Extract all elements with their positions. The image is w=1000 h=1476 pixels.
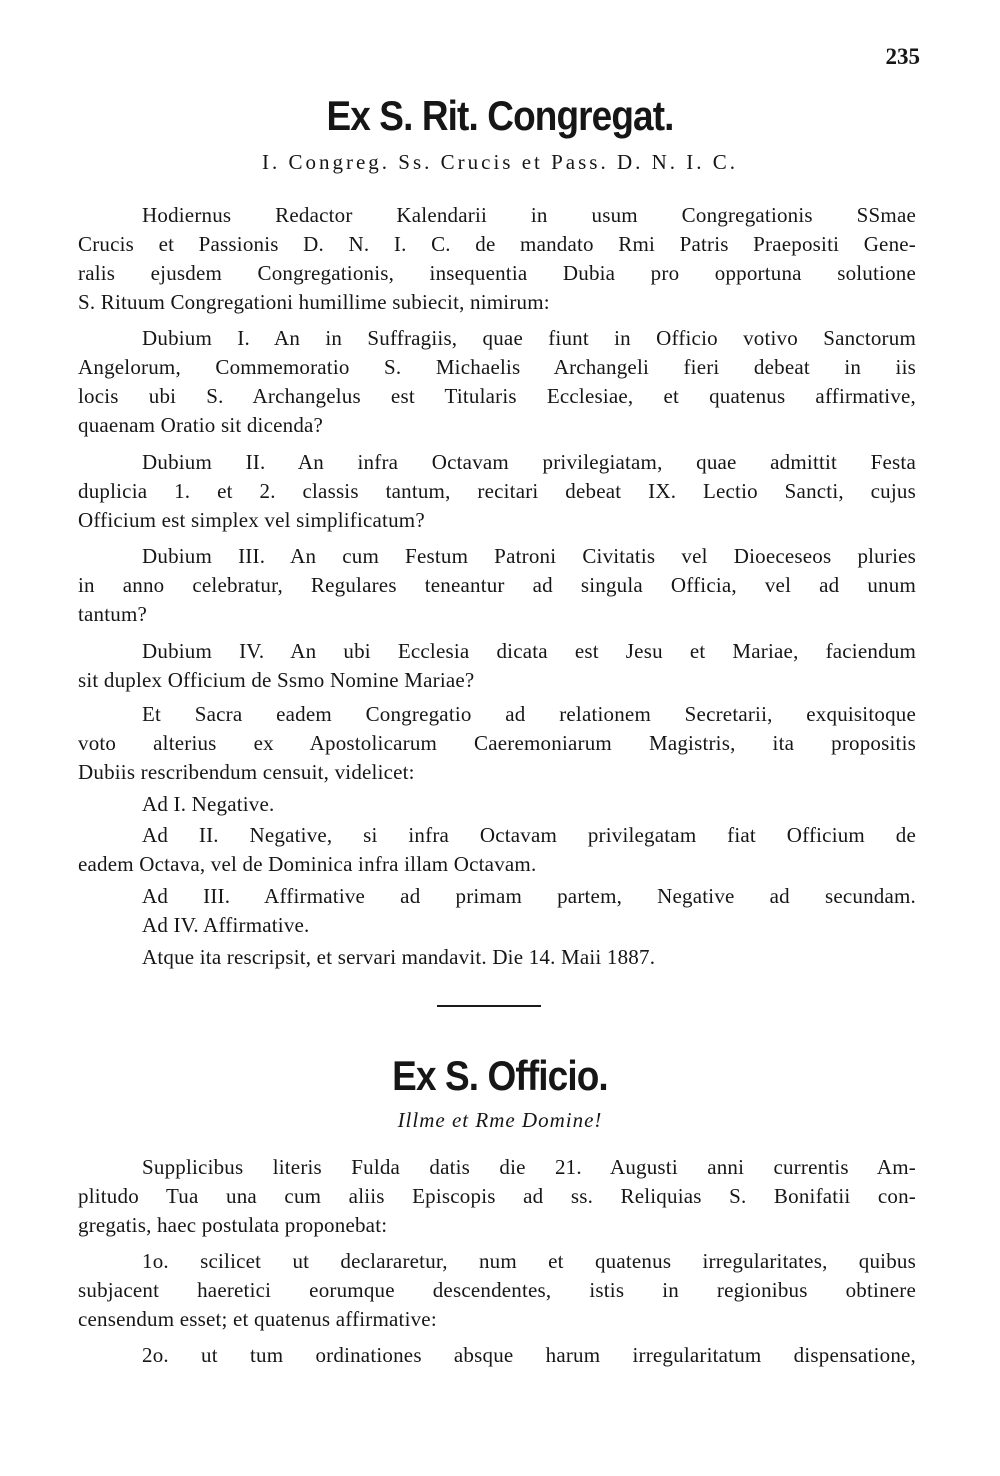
text-line: Ad II. Negative, si infra Octavam privilegatam fiat Officium de xyxy=(142,823,916,847)
text-line: duplicia 1. et 2. classis tantum, recitari debeat IX. Lectio Sancti, cujus xyxy=(78,479,916,503)
section-subtitle: I. Congreg. Ss. Crucis et Pass. D. N. I. C. xyxy=(261,150,739,174)
text-line: Ad I. Negative. xyxy=(142,792,275,816)
text-line: locis ubi S. Archangelus est Titularis Ecclesiae, et quatenus affirmative, xyxy=(78,384,916,408)
text-line: Atque ita rescripsit, et servari mandavit. Die 14. Maii 1887. xyxy=(142,945,656,969)
text-line: S. Rituum Congregationi humillime subiecit, nimirum: xyxy=(78,290,550,314)
text-line: Dubiis rescribendum censuit, videlicet: xyxy=(78,760,415,784)
text-line: Dubium III. An cum Festum Patroni Civitatis vel Dioeceseos pluries xyxy=(142,544,916,568)
text-line: Crucis et Passionis D. N. I. C. de mandato Rmi Patris Praepositi Gene- xyxy=(78,232,916,256)
text-line: Dubium II. An infra Octavam privilegiatam, quae admittit Festa xyxy=(142,450,916,474)
section-title-rit-congregat: Ex S. Rit. Congregat. xyxy=(326,92,674,139)
text-line: sit duplex Officium de Ssmo Nomine Mariae? xyxy=(78,668,475,692)
text-line: ralis ejusdem Congregationis, insequentia Dubia pro opportuna solutione xyxy=(78,261,916,285)
page-number: 235 xyxy=(885,44,920,69)
text-line: in anno celebratur, Regulares teneantur ad singula Officia, vel ad unum xyxy=(78,573,916,597)
text-line: Et Sacra eadem Congregatio ad relationem Secretarii, exquisitoque xyxy=(142,702,916,726)
text-line: Supplicibus literis Fulda datis die 21. Augusti anni currentis Am- xyxy=(142,1155,916,1179)
text-line: gregatis, haec postulata proponebat: xyxy=(78,1213,388,1237)
section-divider xyxy=(437,1005,541,1007)
text-line: 1o. scilicet ut declararetur, num et quatenus irregularitates, quibus xyxy=(142,1249,916,1273)
salutation: Illme et Rme Domine! xyxy=(397,1108,603,1132)
text-line: Ad IV. Affirmative. xyxy=(142,913,310,937)
text-line: quaenam Oratio sit dicenda? xyxy=(78,413,324,437)
text-line: Angelorum, Commemoratio S. Michaelis Archangeli fieri debeat in iis xyxy=(78,355,916,379)
text-line: eadem Octava, vel de Dominica infra illam Octavam. xyxy=(78,852,537,876)
text-line: tantum? xyxy=(78,602,148,626)
text-line: Officium est simplex vel simplificatum? xyxy=(78,508,425,532)
text-line: Ad III. Affirmative ad primam partem, Negative ad secundam. xyxy=(142,884,916,908)
text-line: Dubium I. An in Suffragiis, quae fiunt in Officio votivo Sanctorum xyxy=(142,326,916,350)
text-line: plitudo Tua una cum aliis Episcopis ad ss. Reliquias S. Bonifatii con- xyxy=(78,1184,916,1208)
text-line: censendum esset; et quatenus affirmative: xyxy=(78,1307,437,1331)
text-line: voto alterius ex Apostolicarum Caeremoniarum Magistris, ita propositis xyxy=(78,731,916,755)
text-line: Dubium IV. An ubi Ecclesia dicata est Jesu et Mariae, faciendum xyxy=(142,639,916,663)
section-title-officio: Ex S. Officio. xyxy=(392,1052,608,1099)
text-line: subjacent haeretici eorumque descendentes, istis in regionibus obtinere xyxy=(78,1278,916,1302)
text-line: Hodiernus Redactor Kalendarii in usum Congregationis SSmae xyxy=(142,203,916,227)
text-line: 2o. ut tum ordinationes absque harum irregularitatum dispensatione, xyxy=(142,1343,916,1367)
